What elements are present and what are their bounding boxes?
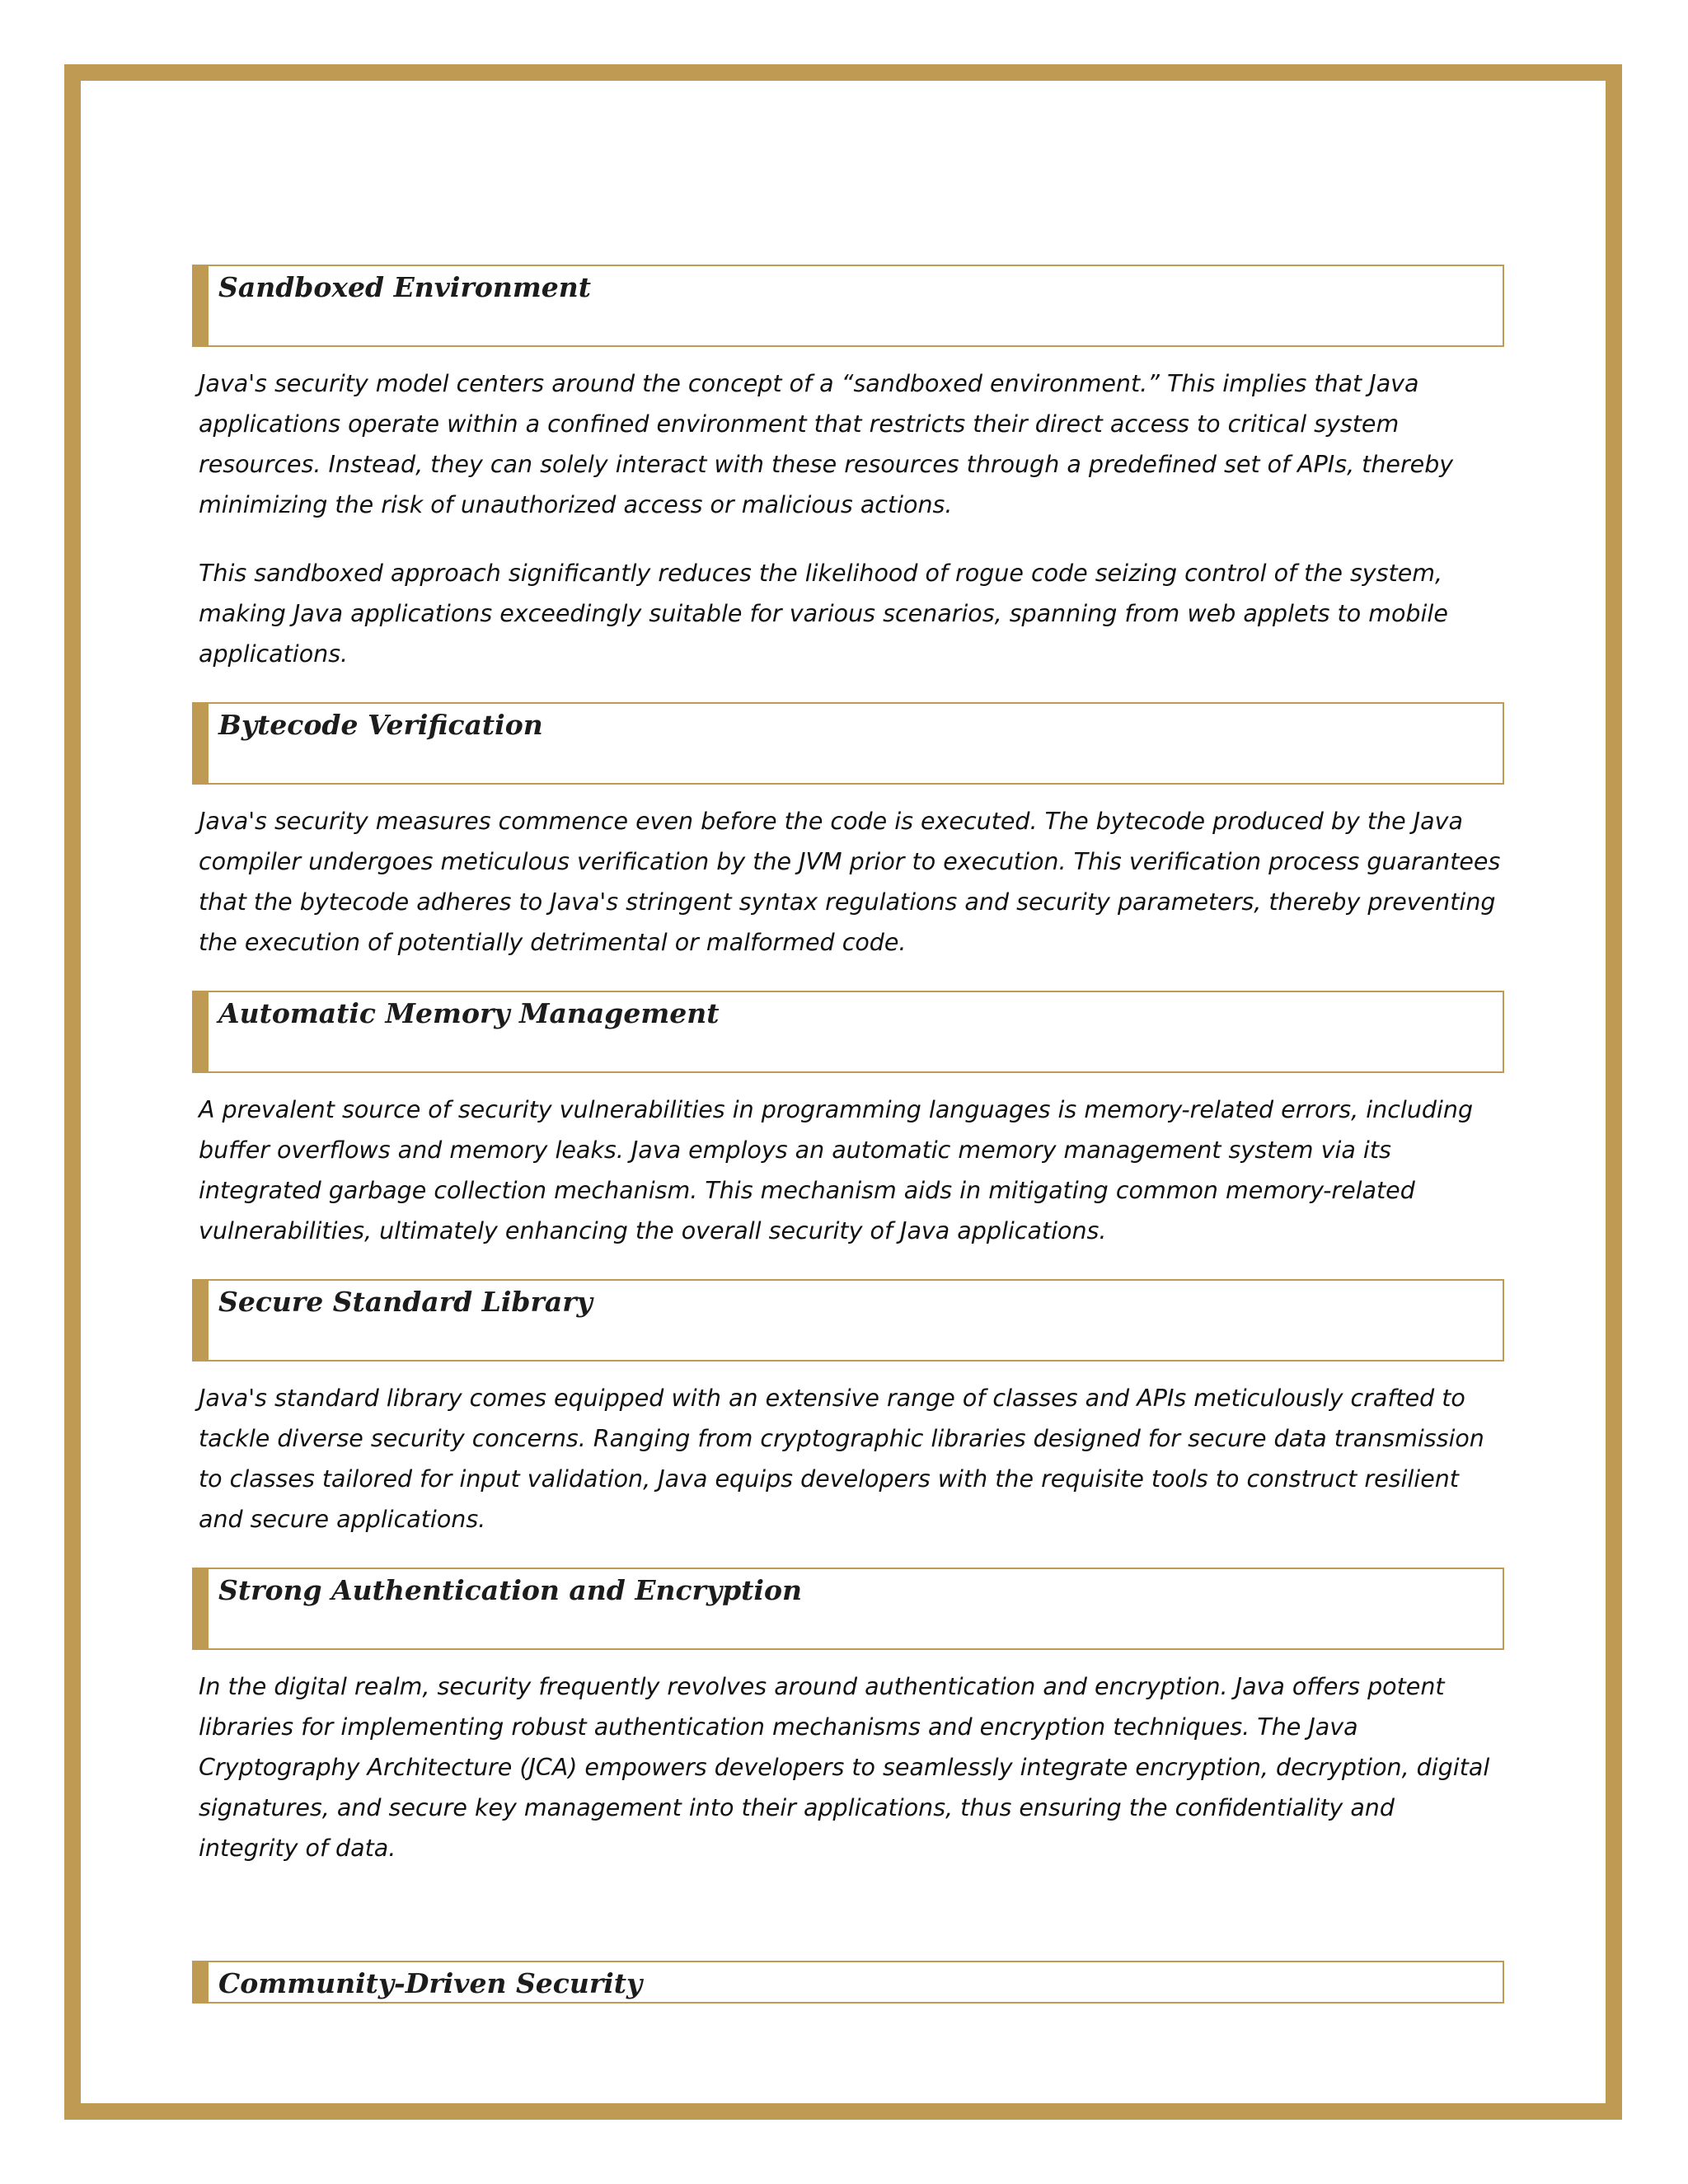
section-strong-authentication-encryption: [192, 1568, 1504, 1868]
section-heading: Bytecode Verification: [218, 709, 543, 741]
section-secure-standard-library: [192, 1279, 1504, 1540]
section-heading: Automatic Memory Management: [218, 997, 720, 1029]
section-heading: Sandboxed Environment: [218, 271, 591, 303]
paragraph: This sandboxed approach significantly reduces the likelihood of rogue code seizing control of the system, making Java applications exceedingly suitable for various scenarios, spanning from web applets to mobile applications.: [199, 560, 1448, 668]
section-automatic-memory-management: [192, 991, 1504, 1251]
paragraph: In the digital realm, security frequently revolves around authentication and encryption. Java offers potent libraries for implementing robust authentication mechanisms and encryption techniques. The Java Cryptography Architecture (JCA) empowers developers to seamlessly integrate encryption, decryption, digital signatures, and secure key management into their applications, thus ensuring the confidentiality and integrity of data.: [199, 1673, 1490, 1862]
paragraph: Java's security model centers around the concept of a “sandboxed environment.” This implies that Java applications operate within a confined environment that restricts their direct access to critical system resources. Instead, they can solely interact with these resources through a predefined set of APIs, thereby minimizing the risk of unauthorized access or malicious actions.: [199, 370, 1454, 518]
document-body: [192, 265, 1504, 2032]
section-sandboxed-environment: [192, 265, 1504, 674]
section-heading-box: [192, 1961, 1504, 2004]
section-community-driven-security: [192, 1961, 1504, 2004]
section-heading-box: [192, 1568, 1504, 1650]
section-bytecode-verification: [192, 702, 1504, 963]
section-heading-box: [192, 1279, 1504, 1361]
section-heading: Community-Driven Security: [218, 1967, 643, 1999]
paragraph: Java's security measures commence even before the code is executed. The bytecode produced by the Java compiler undergoes meticulous verification by the JVM prior to execution. This verification process guarantees that the bytecode adheres to Java's stringent syntax regulations and security parameters, thereby preventing the execution of potentially detrimental or malformed code.: [199, 808, 1501, 956]
section-heading: Secure Standard Library: [218, 1286, 593, 1318]
section-heading-box: [192, 702, 1504, 785]
section-heading: Strong Authentication and Encryption: [218, 1574, 802, 1606]
paragraph: A prevalent source of security vulnerabilities in programming languages is memory-related errors, including buffer overflows and memory leaks. Java employs an automatic memory management system via its integrated garbage collection mechanism. This mechanism aids in mitigating common memory-related vulnerabilities, ultimately enhancing the overall security of Java applications.: [199, 1096, 1474, 1244]
section-heading-box: [192, 265, 1504, 347]
paragraph: Java's standard library comes equipped with an extensive range of classes and APIs meticulously crafted to tackle diverse security concerns. Ranging from cryptographic libraries designed for secure data transmission to classes tailored for input validation, Java equips developers with the requisite tools to construct resilient and secure applications.: [199, 1385, 1484, 1533]
section-heading-box: [192, 991, 1504, 1073]
